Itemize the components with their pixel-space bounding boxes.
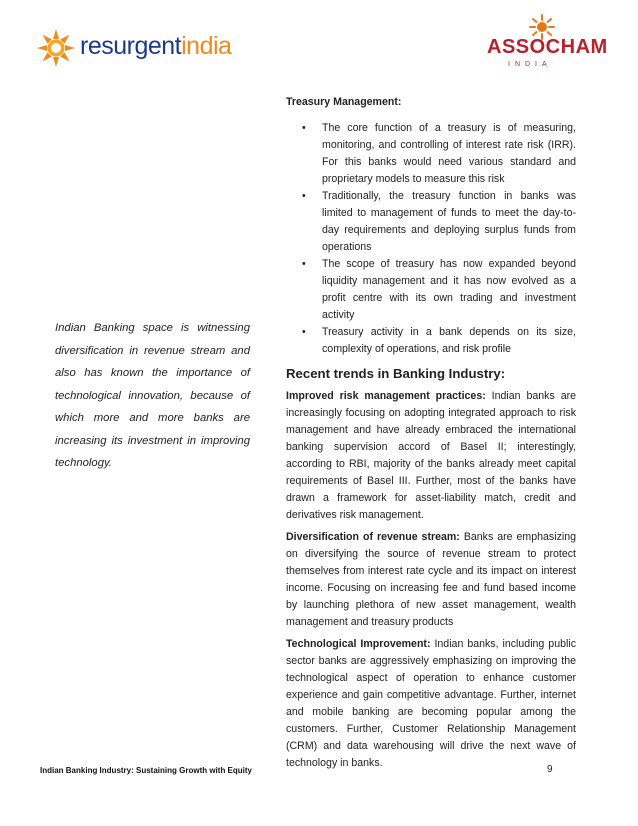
assocham-logo bbox=[480, 14, 608, 82]
list-item: • Treasury activity in a bank depends on its size, complexity of operations, and risk profile bbox=[322, 324, 576, 358]
paragraph-body: Banks are emphasizing on diversifying the source of revenue stream to protect themselves from interest rate cycle and its impact on interest income. Focusing on increasing fee and fund based income by launching plethora of new asset management, wealth management and treasury products bbox=[286, 531, 576, 628]
paragraph-revenue-diversification bbox=[286, 529, 576, 631]
sun-icon bbox=[36, 28, 76, 68]
list-item: • The scope of treasury has now expanded beyond liquidity management and it has now evolved as a profit centre with its own trading and investment activity bbox=[322, 256, 576, 324]
page-number: 9 bbox=[547, 764, 553, 775]
paragraph-lead: Diversification of revenue stream: bbox=[286, 531, 460, 543]
pull-quote: Indian Banking space is witnessing diversification in revenue stream and also has known the importance of technological innovation, because of which more and more banks are increasing its investment in improving technology. bbox=[55, 322, 250, 469]
paragraph-lead: Technological Improvement: bbox=[286, 638, 431, 650]
list-item: • The core function of a treasury is of measuring, monitoring, and controlling of interest rate risk (IRR). For this banks would need various standard and proprietary models to measure this risk bbox=[322, 120, 576, 188]
assocham-subtitle: INDIA bbox=[508, 61, 552, 68]
paragraph-technological-improvement bbox=[286, 636, 576, 772]
resurgentindia-logo bbox=[36, 28, 236, 68]
treasury-title: Treasury Management: bbox=[286, 96, 402, 108]
resurgentindia-wordmark: resurgentindia bbox=[80, 32, 232, 60]
paragraph-body: Indian banks, including public sector banks are aggressively emphasizing on improving the technological aspect of operation to enhance customer experience and gain competitive advantage. Further, internet and mobile banking are becoming popular among the customers. Further, Customer Relationship Management (CRM) and data warehousing will drive the next wave of technology in banks. bbox=[286, 638, 576, 769]
paragraph-risk-management bbox=[286, 388, 576, 524]
paragraph-body: Indian banks are increasingly focusing on adopting integrated approach to risk management and have already embraced the international banking supervision accord of Basel II; interestingly, according to RBI, majority of the banks already meet capital requirements of Basel III. Further, most of the banks have drawn a framework for asset-liability match, credit and derivatives risk management. bbox=[286, 390, 577, 521]
recent-trends-heading: Recent trends in Banking Industry: bbox=[286, 366, 506, 381]
footer-title: Indian Banking Industry: Sustaining Growth with Equity bbox=[40, 766, 252, 775]
list-item: • Traditionally, the treasury function in banks was limited to management of funds to meet the day-to-day requirements and deploying surplus funds from operations bbox=[322, 188, 576, 256]
treasury-bullet-list bbox=[286, 120, 576, 358]
assocham-wordmark: ASSOCHAM bbox=[487, 36, 608, 58]
paragraph-lead: Improved risk management practices: bbox=[286, 390, 486, 402]
main-column bbox=[286, 94, 576, 777]
